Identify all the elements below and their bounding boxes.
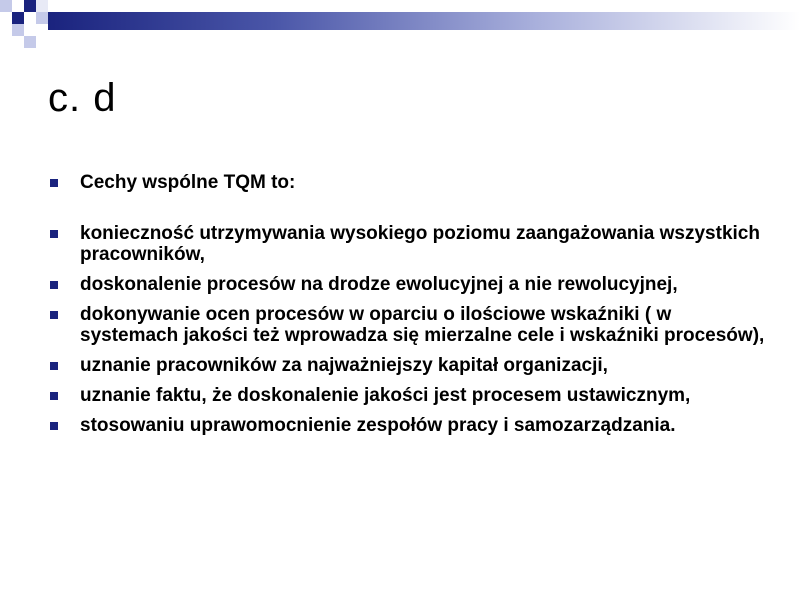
square-bullet-icon xyxy=(50,311,58,319)
square-bullet-icon xyxy=(50,179,58,187)
square-bullet-icon xyxy=(50,392,58,400)
list-item xyxy=(48,223,768,265)
list-item xyxy=(48,355,768,376)
list-item-text: uznanie faktu, że doskonalenie jakości jest procesem ustawicznym, xyxy=(80,385,691,406)
list-item xyxy=(48,415,768,436)
list-item-text: konieczność utrzymywania wysokiego poziomu zaangażowania wszystkich pracowników, xyxy=(80,223,760,265)
slide-title: c. d xyxy=(48,76,117,120)
list-item-lead xyxy=(48,172,768,193)
list-item xyxy=(48,274,768,295)
square-bullet-icon xyxy=(50,422,58,430)
banner-square xyxy=(36,0,48,12)
banner-square xyxy=(0,0,12,12)
list-item-text: uznanie pracowników za najważniejszy kapitał organizacji, xyxy=(80,355,608,376)
square-bullet-icon xyxy=(50,362,58,370)
list-item xyxy=(48,385,768,406)
banner-square xyxy=(24,0,36,12)
decorative-banner xyxy=(0,0,800,60)
banner-square xyxy=(12,24,24,36)
list-item-text: stosowaniu uprawomocnienie zespołów pracy i samozarządzania. xyxy=(80,415,676,436)
list-item-text: dokonywanie ocen procesów w oparciu o ilościowe wskaźniki ( w systemach jakości też wprowadza się mierzalne cele i wskaźniki procesów), xyxy=(80,304,765,346)
list-item-text: Cechy wspólne TQM to: xyxy=(80,172,296,193)
square-bullet-icon xyxy=(50,230,58,238)
square-bullet-icon xyxy=(50,281,58,289)
list-item-text: doskonalenie procesów na drodze ewolucyjnej a nie rewolucyjnej, xyxy=(80,274,678,295)
banner-square xyxy=(12,12,24,24)
banner-square xyxy=(24,36,36,48)
banner-gradient-bar xyxy=(48,12,800,30)
list-item xyxy=(48,304,768,346)
bullet-list xyxy=(48,172,768,445)
banner-square xyxy=(36,12,48,24)
